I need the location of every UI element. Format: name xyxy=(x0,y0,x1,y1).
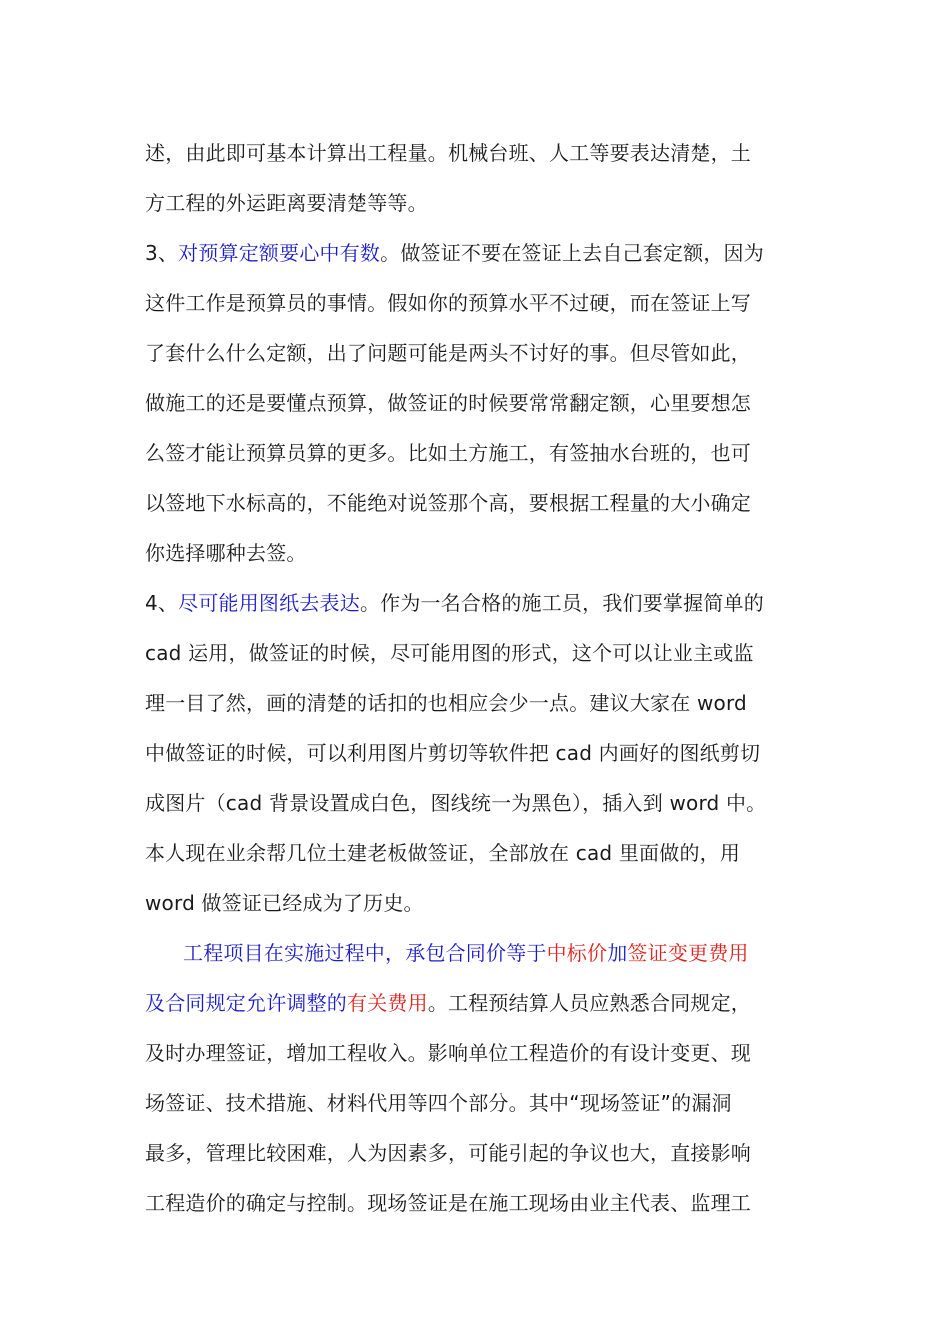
text-line xyxy=(145,928,825,978)
text-segment: 。做签证不要在签证上去自己套定额，因为 xyxy=(380,241,764,265)
text-line xyxy=(145,628,825,678)
text-segment: 。作为一名合格的施工员，我们要掌握简单的 xyxy=(359,591,764,615)
text-segment: word 做签证已经成为了历史。 xyxy=(145,891,424,915)
text-line xyxy=(145,778,825,828)
text-line xyxy=(145,478,825,528)
text-line xyxy=(145,678,825,728)
text-line xyxy=(145,528,825,578)
text-line xyxy=(145,578,825,628)
text-line xyxy=(145,1028,825,1078)
text-line xyxy=(145,178,825,228)
highlighted-text: 工程项目在实施过程中，承包合同价等于 xyxy=(183,941,547,965)
text-segment: 以签地下水标高的，不能绝对说签那个高，要根据工程量的大小确定 xyxy=(145,491,751,515)
text-line xyxy=(145,378,825,428)
highlighted-text: 对预算定额要心中有数 xyxy=(178,241,381,265)
text-line xyxy=(145,1078,825,1128)
highlighted-text: 签证变更费用 xyxy=(627,941,749,965)
text-segment: cad 运用，做签证的时候，尽可能用图的形式，这个可以让业主或监 xyxy=(145,641,754,665)
text-segment: 4、 xyxy=(145,591,179,615)
highlighted-text: 加 xyxy=(607,941,628,965)
text-line xyxy=(145,978,825,1028)
body-text xyxy=(145,128,825,1228)
text-segment: 本人现在业余帮几位土建老板做签证，全部放在 cad 里面做的，用 xyxy=(145,841,741,865)
text-line xyxy=(145,878,825,928)
text-segment: 工程造价的确定与控制。现场签证是在施工现场由业主代表、监理工 xyxy=(145,1191,751,1215)
text-segment: 述，由此即可基本计算出工程量。机械台班、人工等要表达清楚，土 xyxy=(145,141,751,165)
text-segment: 成图片（cad 背景设置成白色，图线统一为黑色），插入到 word 中。 xyxy=(145,791,767,815)
highlighted-text: 中标价 xyxy=(546,941,608,965)
text-segment: 方工程的外运距离要清楚等等。 xyxy=(145,191,428,215)
highlighted-text: 及合同规定允许调整的 xyxy=(145,991,347,1015)
text-segment: 你选择哪种去签。 xyxy=(145,541,307,565)
text-segment: 3、 xyxy=(145,241,179,265)
text-segment: 了套什么什么定额，出了问题可能是两头不讨好的事。但尽管如此， xyxy=(145,341,751,365)
text-segment: 最多，管理比较困难，人为因素多，可能引起的争议也大，直接影响 xyxy=(145,1141,751,1165)
text-line xyxy=(145,728,825,778)
text-line xyxy=(145,428,825,478)
text-segment: 这件工作是预算员的事情。假如你的预算水平不过硬，而在签证上写 xyxy=(145,291,751,315)
text-line xyxy=(145,228,825,278)
text-segment: 场签证、技术措施、材料代用等四个部分。其中“现场签证”的漏洞 xyxy=(145,1091,732,1115)
text-segment: 中做签证的时候，可以利用图片剪切等软件把 cad 内画好的图纸剪切 xyxy=(145,741,761,765)
text-line xyxy=(145,1178,825,1228)
highlighted-text: 有关费用 xyxy=(347,991,428,1015)
text-segment: 及时办理签证，增加工程收入。影响单位工程造价的有设计变更、现 xyxy=(145,1041,751,1065)
text-line xyxy=(145,828,825,878)
text-line xyxy=(145,278,825,328)
highlighted-text: 尽可能用图纸去表达 xyxy=(178,591,360,615)
text-segment: 。工程预结算人员应熟悉合同规定， xyxy=(427,991,752,1015)
text-line xyxy=(145,128,825,178)
text-line xyxy=(145,1128,825,1178)
text-segment: 做施工的还是要懂点预算，做签证的时候要常常翻定额，心里要想怎 xyxy=(145,391,751,415)
text-line xyxy=(145,328,825,378)
text-segment: 理一目了然，画的清楚的话扣的也相应会少一点。建议大家在 word xyxy=(145,691,747,715)
text-segment: 么签才能让预算员算的更多。比如土方施工，有签抽水台班的，也可 xyxy=(145,441,751,465)
